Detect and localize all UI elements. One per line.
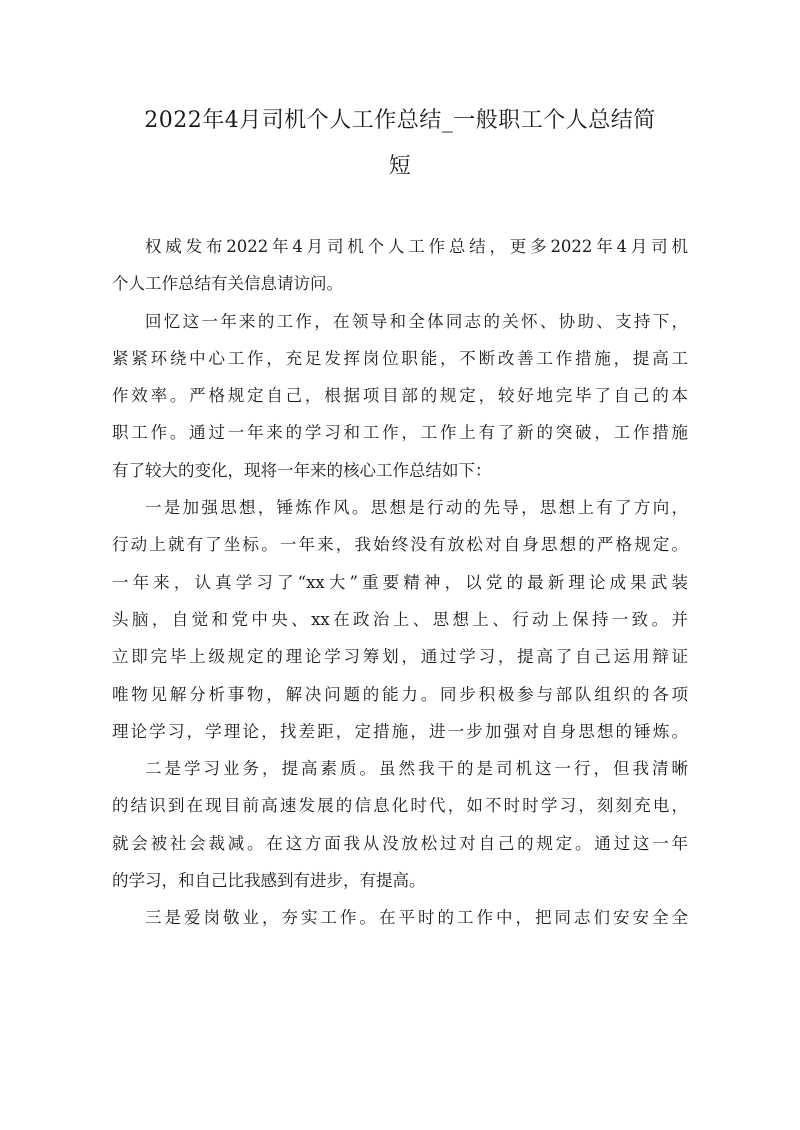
body-text-line: 紧紧环绕中心工作，充足发挥岗位职能，不断改善工作措施，提高工	[112, 348, 688, 368]
body-text-line: 三是爱岗敬业，夯实工作。在平时的工作中，把同志们安安全全	[145, 908, 688, 928]
title-line-2: 短	[388, 154, 412, 179]
body-text-line: 回忆这一年来的工作，在领导和全体同志的关怀、协助、支持下，	[145, 311, 688, 331]
title-line-1: 2022年4月司机个人工作总结_一般职工个人总结简	[144, 108, 656, 133]
body-text-line: 一是加强思想，锤炼作风。思想是行动的先导，思想上有了方向，	[145, 498, 688, 518]
document-body	[112, 228, 688, 937]
body-text-line: 个人工作总结有关信息请访问。	[112, 274, 343, 294]
body-text-line: 理论学习，学理论，找差距，定措施，进一步加强对自身思想的锤炼。	[112, 721, 688, 741]
body-text-line: 头脑，自觉和党中央、xx在政治上、思想上、行动上保持一致。并	[112, 609, 688, 629]
body-text-line: 的学习，和自己比我感到有进步，有提高。	[112, 871, 426, 891]
document-title	[112, 98, 688, 190]
body-text-line: 的结识到在现目前高速发展的信息化时代，如不时时学习，刻刻充电，	[112, 796, 688, 816]
body-text-line: 行动上就有了坐标。一年来，我始终没有放松对自身思想的严格规定。	[112, 535, 688, 555]
body-text-line: 职工作。通过一年来的学习和工作，工作上有了新的突破，工作措施	[112, 423, 688, 443]
body-text-line: 一年来，认真学习了“xx大”重要精神，以党的最新理论成果武装	[112, 572, 688, 592]
body-text-line: 权威发布2022年4月司机个人工作总结，更多2022年4月司机	[145, 237, 688, 256]
body-text-line: 有了较大的变化，现将一年来的核心工作总结如下：	[112, 460, 492, 480]
body-text-line: 立即完毕上级规定的理论学习筹划，通过学习，提高了自己运用辩证	[112, 647, 688, 667]
body-text-line: 二是学习业务，提高素质。虽然我干的是司机这一行，但我清晰	[145, 759, 688, 779]
body-text-line: 作效率。严格规定自己，根据项目部的规定，较好地完毕了自己的本	[112, 386, 688, 406]
body-text-line: 就会被社会裁减。在这方面我从没放松过对自己的规定。通过这一年	[112, 833, 688, 853]
body-text-line: 唯物见解分析事物，解决问题的能力。同步积极参与部队组织的各项	[112, 684, 688, 704]
